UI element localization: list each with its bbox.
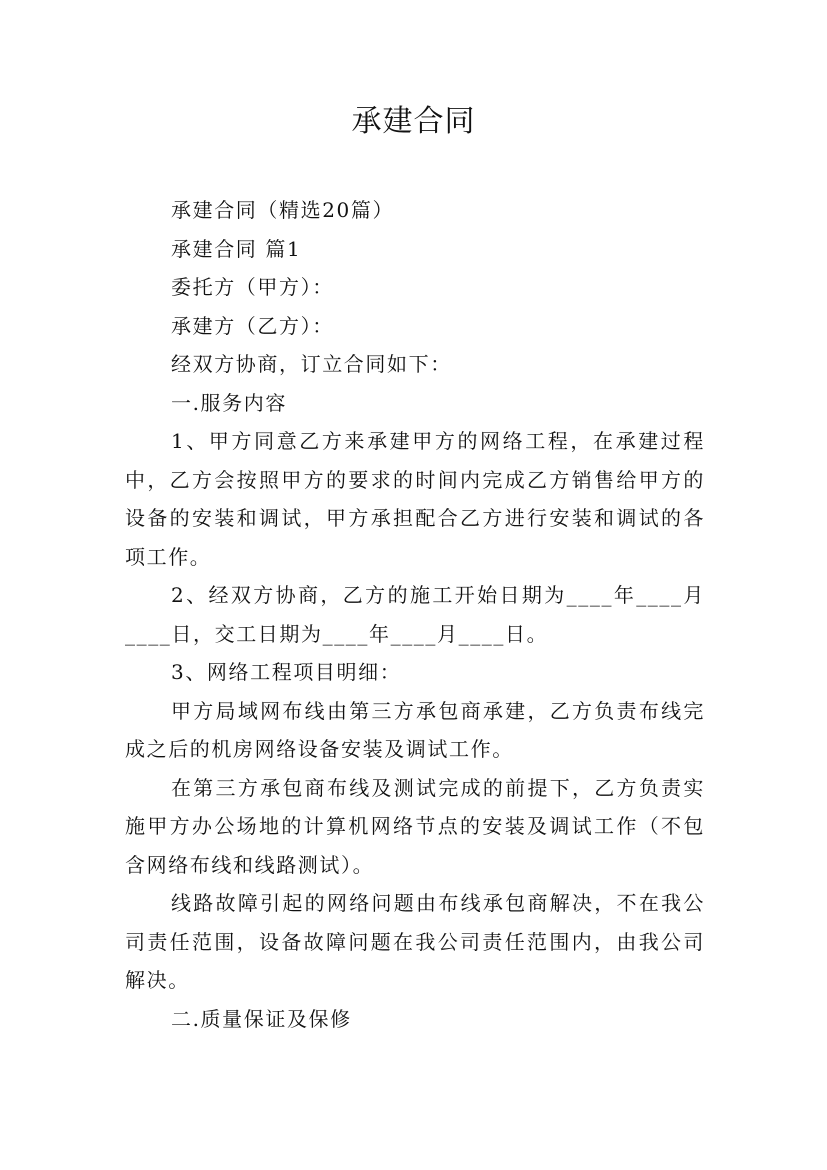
document-body	[125, 191, 705, 1038]
paragraph-subtitle: 承建合同（精选20篇）	[171, 198, 395, 222]
paragraph-cabling: 甲方局域网布线由第三方承包商承建，乙方负责布线完成之后的机房网络设备安装及调试工作。	[125, 698, 705, 761]
paragraph-premise: 在第三方承包商布线及测试完成的前提下，乙方负责实施甲方办公场地的计算机网络节点的安装及调试工作（不包含网络布线和线路测试）。	[125, 775, 705, 877]
paragraph-section-heading: 承建合同 篇1	[171, 236, 302, 261]
paragraph-party-a: 委托方（甲方）：	[171, 275, 334, 299]
paragraph-party-b: 承建方（乙方）：	[171, 313, 334, 338]
document-title: 承建合同	[351, 104, 476, 139]
paragraph-fault-responsibility: 线路故障引起的网络问题由布线承包商解决，不在我公司责任范围，设备故障问题在我公司责任范围内，由我公司解决。	[125, 891, 705, 992]
paragraph-clause-1: 1、甲方同意乙方来承建甲方的网络工程，在承建过程中，乙方会按照甲方的要求的时间内完成乙方销售给甲方的设备的安装和调试，甲方承担配合乙方进行安装和调试的各项工作。	[125, 429, 705, 569]
paragraph-clause-3: 3、网络工程项目明细：	[171, 660, 402, 684]
paragraph-heading-quality: 二.质量保证及保修	[171, 1006, 352, 1031]
paragraph-agreement-intro: 经双方协商，订立合同如下：	[171, 352, 452, 376]
paragraph-clause-2: 2、经双方协商，乙方的施工开始日期为____年____月____日，交工日期为____年____月____日。	[125, 583, 705, 646]
paragraph-heading-services: 一.服务内容	[171, 390, 287, 415]
